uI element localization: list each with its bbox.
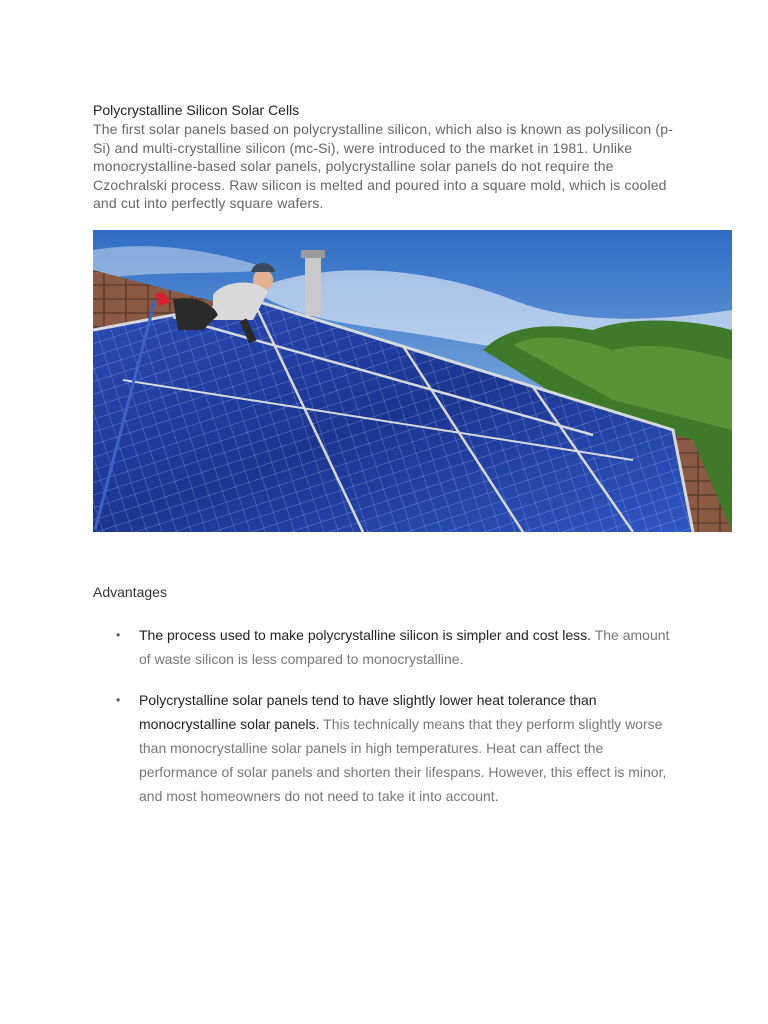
advantage-lead-text: The process used to make polycrystalline silicon is simpler and cost less. bbox=[139, 627, 595, 643]
page-title: Polycrystalline Silicon Solar Cells bbox=[93, 102, 300, 118]
list-item bbox=[93, 688, 683, 808]
list-item bbox=[93, 623, 683, 671]
solar-panel-photo bbox=[93, 230, 732, 532]
article-header bbox=[93, 100, 683, 213]
intro-paragraph: The first solar panels based on polycrystalline silicon, which also is known as polysilicon (p-Si) and multi-crystalline silicon (mc-Si), were introduced to the market in 1981. Unlike monocrystalline-based solar panels, polycrystalline solar panels do not require the Czochralski process. Raw silicon is melted and poured into a square mold, which is cooled and cut into perfectly square wafers. bbox=[93, 121, 673, 211]
bullet-icon: • bbox=[116, 628, 121, 642]
advantages-heading: Advantages bbox=[93, 584, 167, 600]
advantage-detail-text: The amount of waste silicon is less compared to monocrystalline. bbox=[139, 627, 670, 667]
bullet-icon: • bbox=[116, 693, 121, 707]
advantages-list bbox=[93, 623, 683, 825]
solar-panel-illustration bbox=[93, 230, 732, 532]
advantage-detail-text: This technically means that they perform slightly worse than monocrystalline solar panels in high temperatures. Heat can affect the performance of solar panels and shorten their lifespans. However, this effect is minor, and most homeowners do not need to take it into account. bbox=[139, 716, 667, 804]
advantage-lead-text: Polycrystalline solar panels tend to have slightly lower heat tolerance than monocrystalline solar panels. bbox=[139, 692, 597, 732]
